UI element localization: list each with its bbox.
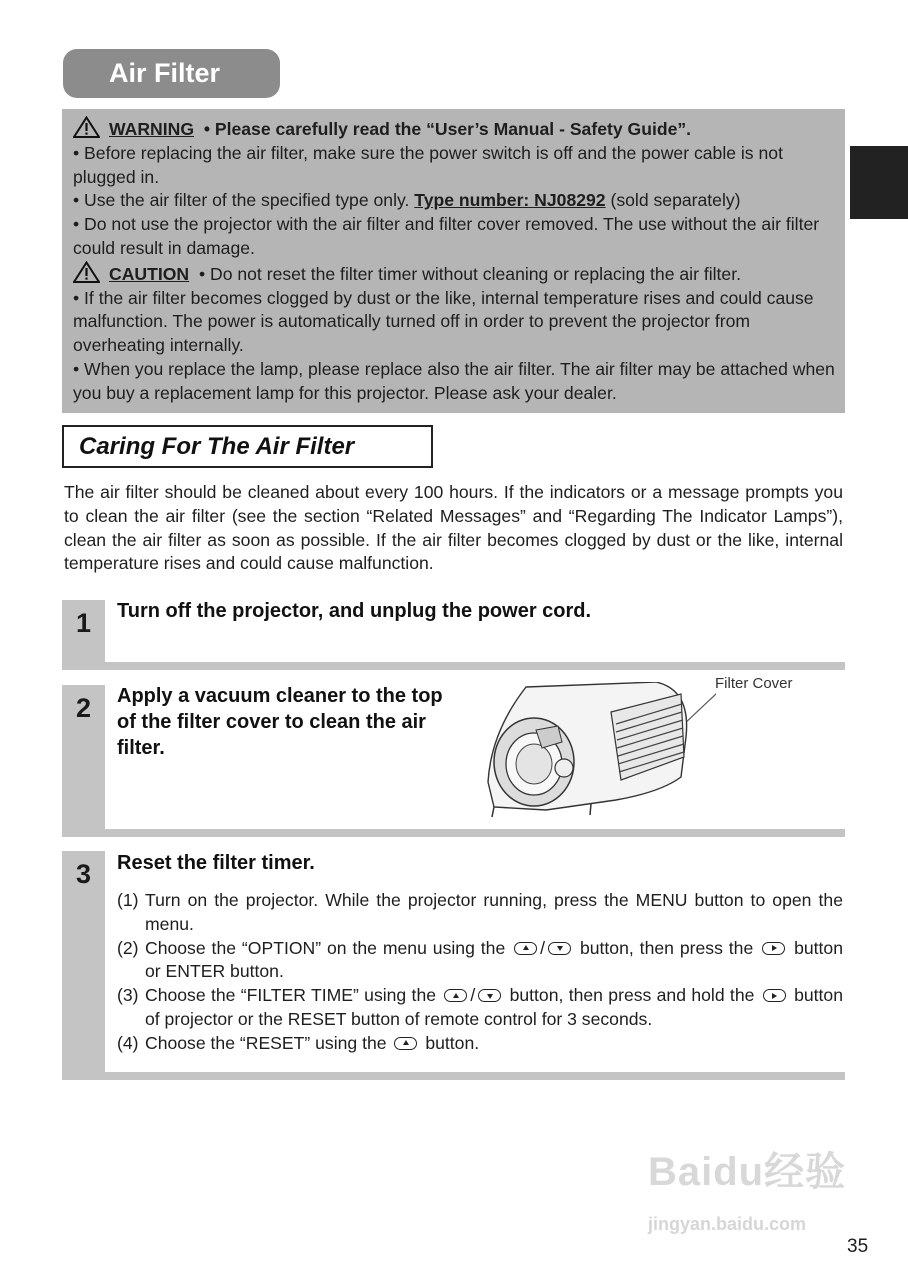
caution-lead: • Do not reset the filter timer without cleaning or replacing the air filter. bbox=[198, 263, 741, 284]
item-text: button. bbox=[420, 1032, 480, 1053]
item-text: Choose the “FILTER TIME” using the bbox=[145, 985, 442, 1006]
caution-bullet: • When you replace the lamp, please replace also the air filter. The air filter may be attached when you buy a replacement lamp for this projector. Please ask your dealer. bbox=[73, 358, 835, 403]
item-text: / bbox=[470, 985, 476, 1006]
up-button-icon bbox=[514, 942, 537, 955]
step-3 bbox=[62, 851, 845, 1080]
item-number: (1) bbox=[117, 890, 139, 910]
caution-triangle-icon bbox=[73, 261, 100, 283]
warning-label: WARNING bbox=[109, 119, 195, 139]
warning-heading bbox=[73, 116, 835, 142]
step-divider bbox=[62, 662, 845, 670]
up-button-icon bbox=[394, 1037, 417, 1050]
step-2 bbox=[62, 685, 845, 837]
warning-bullet bbox=[73, 189, 835, 213]
warning-bullet: • Before replacing the air filter, make sure the power switch is off and the power cable is not plugged in. bbox=[73, 142, 783, 187]
warning-lead: • Please carefully read the “User’s Manual - Safety Guide”. bbox=[203, 119, 692, 139]
intro-paragraph: The air filter should be cleaned about every 100 hours. If the indicators or a message prompts you to clean the air filter (see the section “Related Messages” and “Regarding The Indicator Lamps”), clean the air filter as soon as possible. If the air filter becomes clogged by dust or the like, internal temperature rises and could cause malfunction. bbox=[64, 482, 843, 574]
item-text: button, then press and hold the bbox=[504, 985, 760, 1006]
warning-bullet: • Do not use the projector with the air filter and filter cover removed. The use without the air filter could result in damage. bbox=[73, 214, 820, 258]
item-number: (3) bbox=[117, 985, 139, 1006]
section-title: Caring For The Air Filter bbox=[62, 425, 433, 468]
projector-illustration bbox=[486, 682, 716, 822]
watermark-url: jingyan.baidu.com bbox=[648, 1214, 807, 1234]
step-divider bbox=[62, 1072, 845, 1080]
item-text: button or ENTER button. bbox=[145, 937, 843, 982]
type-number: Type number: NJ08292 bbox=[414, 190, 606, 211]
step-1 bbox=[62, 600, 845, 670]
step-heading: Reset the filter timer. bbox=[117, 852, 315, 874]
item-text: Choose the “RESET” using the bbox=[145, 1032, 392, 1053]
step-heading: Apply a vacuum cleaner to the top of the filter cover to clean the air filter. bbox=[117, 685, 443, 759]
watermark bbox=[648, 1140, 847, 1234]
list-item bbox=[117, 889, 843, 937]
caution-heading bbox=[73, 261, 835, 287]
filter-cover-label: Filter Cover bbox=[715, 675, 793, 692]
warning-bullet-text: (sold separately) bbox=[605, 190, 741, 211]
item-number: (2) bbox=[117, 937, 139, 958]
up-button-icon bbox=[444, 989, 467, 1002]
item-text: Choose the “OPTION” on the menu using the bbox=[145, 937, 512, 958]
item-number: (4) bbox=[117, 1032, 139, 1053]
step-divider bbox=[62, 829, 845, 837]
instruction-list bbox=[117, 889, 843, 1056]
right-button-icon bbox=[763, 989, 786, 1002]
chapter-tab bbox=[850, 146, 908, 219]
page-number: 35 bbox=[847, 1236, 869, 1257]
list-item bbox=[117, 984, 843, 1032]
warning-box bbox=[62, 109, 845, 413]
right-button-icon bbox=[762, 942, 785, 955]
caution-bullet: • If the air filter becomes clogged by dust or the like, internal temperature rises and could cause malfunction. The power is automatically turned off in order to prevent the projector from overheating internally. bbox=[73, 287, 814, 356]
step-number: 1 bbox=[75, 608, 92, 638]
item-text: button of projector or the RESET button of remote control for 3 seconds. bbox=[145, 985, 843, 1029]
item-text: Turn on the projector. While the projector running, press the MENU button to open the menu. bbox=[145, 890, 843, 934]
down-button-icon bbox=[548, 942, 571, 955]
item-text: button, then press the bbox=[574, 937, 760, 958]
list-item bbox=[117, 1032, 843, 1056]
step-number: 3 bbox=[75, 859, 92, 889]
list-item bbox=[117, 937, 843, 985]
warning-bullet-text: • Use the air filter of the specified type only. bbox=[73, 190, 415, 211]
item-text: / bbox=[540, 937, 546, 958]
caution-label: CAUTION bbox=[109, 263, 190, 284]
step-number: 2 bbox=[75, 693, 92, 723]
page-title: Air Filter bbox=[63, 49, 280, 98]
watermark-logo: Baidu经验 bbox=[648, 1150, 847, 1194]
step-heading: Turn off the projector, and unplug the power cord. bbox=[117, 600, 592, 622]
down-button-icon bbox=[478, 989, 501, 1002]
warning-triangle-icon bbox=[73, 116, 100, 138]
